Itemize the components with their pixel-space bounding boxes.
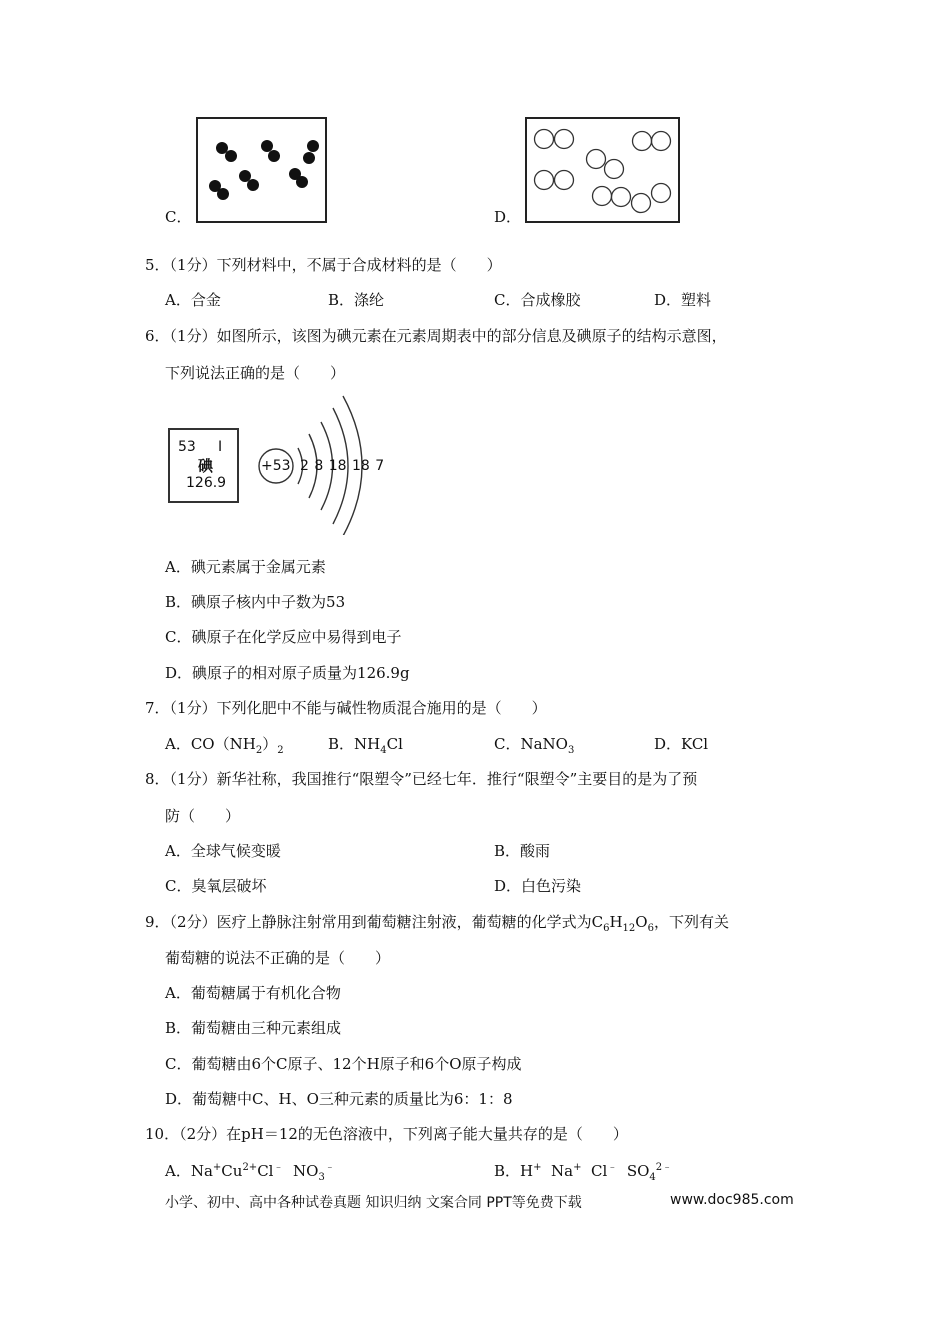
q7-stem: 7．（1分）下列化肥中不能与碱性物质混合施用的是（ ） xyxy=(145,699,547,717)
q6-option-a[interactable]: A．碘元素属于金属元素 xyxy=(165,558,326,576)
element-name: 碘 xyxy=(198,457,214,475)
q6-stem-line2: 下列说法正确的是（ ） xyxy=(165,364,346,382)
iodine-element-card xyxy=(168,428,239,503)
q7-option-d[interactable]: D．KCl xyxy=(654,735,709,753)
q5-stem: 5．（1分）下列材料中，不属于合成材料的是（ ） xyxy=(145,256,502,274)
atom-nucleus-charge: +53 xyxy=(261,458,291,474)
q8-stem-line2: 防（ ） xyxy=(165,807,241,825)
q6-option-d[interactable]: D．碘原子的相对原子质量为126.9g xyxy=(165,664,410,682)
q8-option-a[interactable]: A．全球气候变暖 xyxy=(165,842,281,860)
q8-stem-line1: 8．（1分）新华社称，我国推行“限塑令”已经七年．推行“限塑令”主要目的是为了预 xyxy=(145,770,698,788)
footer-slogan: 小学、初中、高中各种试卷真题 知识归纳 文案合同 PPT等免费下载 xyxy=(165,1195,582,1211)
q8-option-d[interactable]: D．白色污染 xyxy=(494,877,582,895)
q10-stem: 10．（2分）在pH＝12的无色溶液中，下列离子能大量共存的是（ ） xyxy=(145,1125,628,1143)
q6-option-b[interactable]: B．碘原子核内中子数为53 xyxy=(165,593,346,611)
q9-option-a[interactable]: A．葡萄糖属于有机化合物 xyxy=(165,984,341,1002)
q6-stem-line1: 6．（1分）如图所示，该图为碘元素在元素周期表中的部分信息及碘原子的结构示意图， xyxy=(145,327,727,345)
element-atomic-mass: 126.9 xyxy=(186,475,227,491)
q7-option-a[interactable]: A．$CO(NH_2)_2$ xyxy=(165,735,284,756)
atom-circles-figure xyxy=(527,119,678,221)
q7-option-c[interactable]: C．NaNO$_3$ xyxy=(494,735,575,756)
q7-option-b[interactable]: B．$NH_4Cl$ xyxy=(328,735,403,756)
q5-option-b[interactable]: B．涤纶 xyxy=(328,291,385,309)
q5-option-d[interactable]: D．塑料 xyxy=(654,291,712,309)
q9-stem-line1: 9．（2分）医疗上静脉注射常用到葡萄糖注射液，葡萄糖的化学式为$C_6H_{12}O_6$，下列有关 xyxy=(145,913,729,934)
q4-figure-c xyxy=(196,117,327,223)
q9-stem-line2: 葡萄糖的说法不正确的是（ ） xyxy=(165,949,391,967)
q9-option-b[interactable]: B．葡萄糖由三种元素组成 xyxy=(165,1019,342,1037)
q9-option-d[interactable]: D．葡萄糖中C、H、O三种元素的质量比为6：1：8 xyxy=(165,1090,513,1108)
q5-option-a[interactable]: A．合金 xyxy=(165,291,221,309)
q10-option-b[interactable]: B．H+ Na+ Cl﹣ $SO_4^{2﹣}$ xyxy=(494,1162,673,1183)
atom-electron-shells: 2 8 18 18 7 xyxy=(300,458,385,474)
diatomic-molecules-figure xyxy=(198,119,325,221)
q6-option-c[interactable]: C．碘原子在化学反应中易得到电子 xyxy=(165,628,402,646)
footer-website-link[interactable]: www.doc985.com xyxy=(670,1192,794,1208)
q4-option-c-label: C． xyxy=(165,208,192,226)
element-symbol: I xyxy=(218,439,223,455)
q9-option-c[interactable]: C．葡萄糖由6个C原子、12个H原子和6个O原子构成 xyxy=(165,1055,522,1073)
q4-option-d-label: D． xyxy=(494,208,522,226)
q4-figure-d xyxy=(525,117,680,223)
q5-option-c[interactable]: C．合成橡胶 xyxy=(494,291,581,309)
q10-option-a[interactable]: A．$Na^+Cu^{2+}Cl^﹣$ $NO_3^﹣$ xyxy=(165,1162,335,1183)
q8-option-c[interactable]: C．臭氧层破坏 xyxy=(165,877,267,895)
q8-option-b[interactable]: B．酸雨 xyxy=(494,842,551,860)
element-atomic-number: 53 xyxy=(178,439,196,455)
